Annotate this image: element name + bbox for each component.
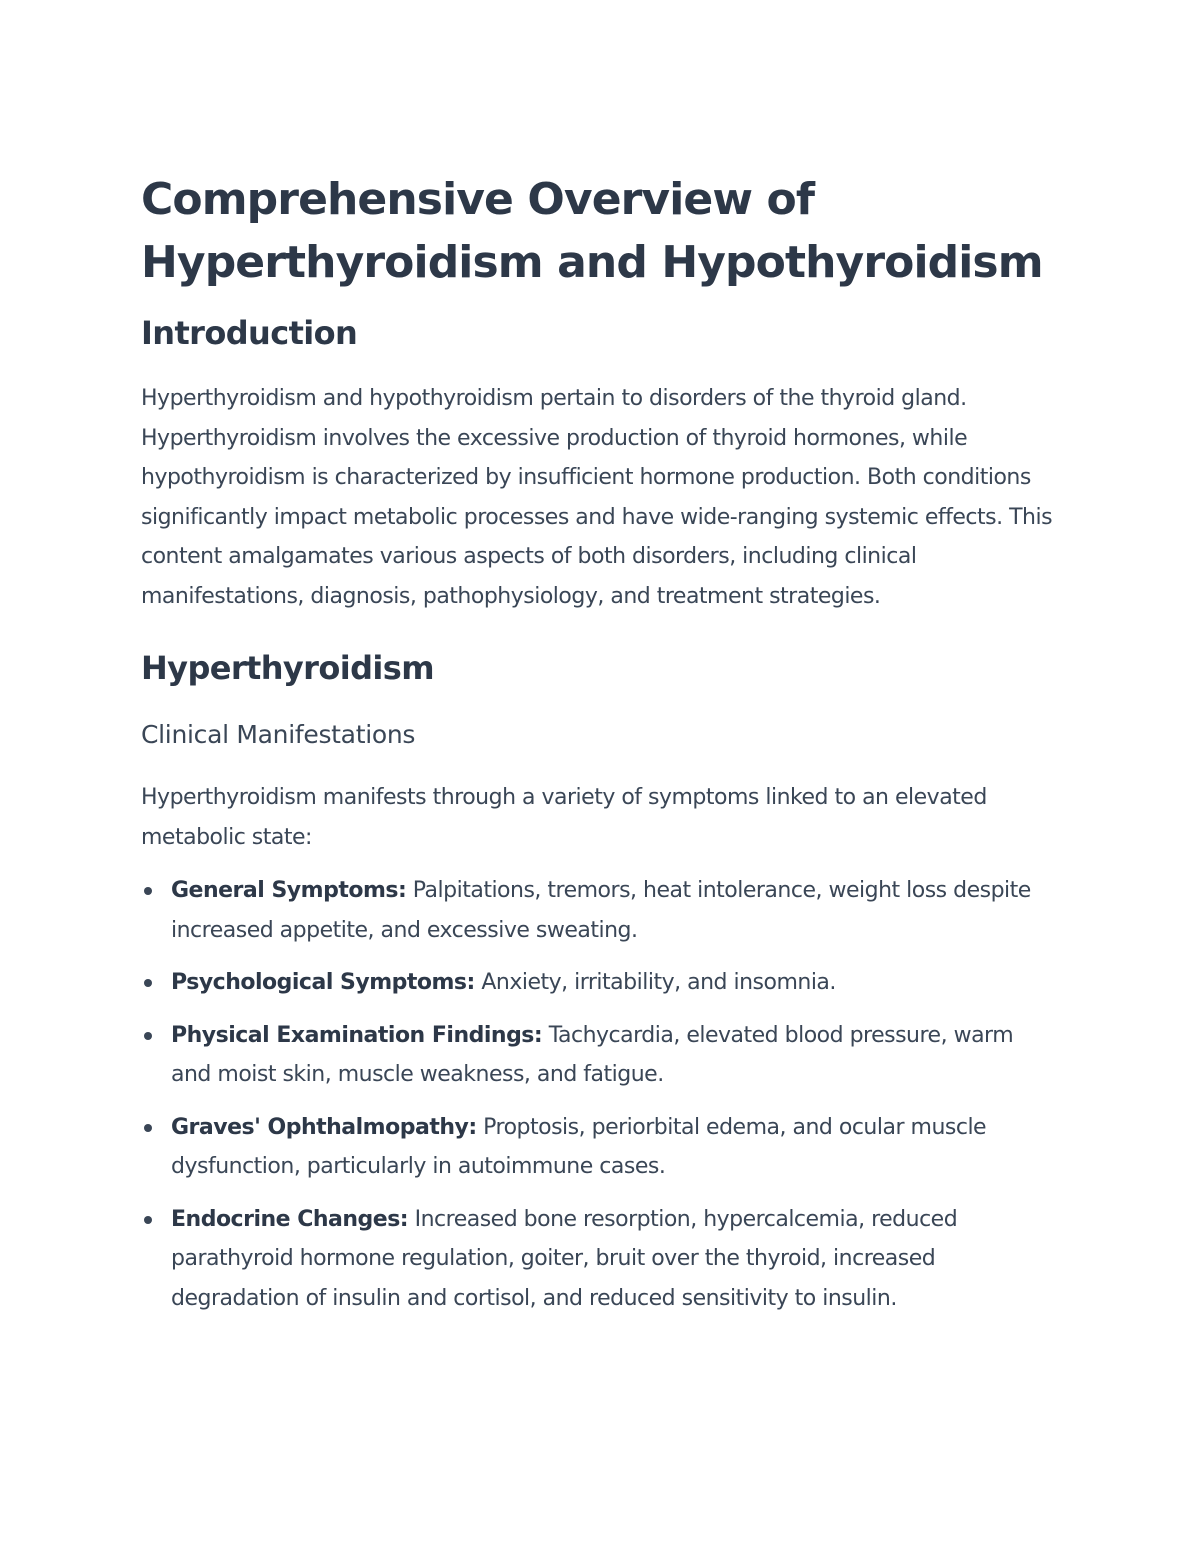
item-term: Physical Examination Findings: <box>171 1022 543 1048</box>
document-page <box>141 168 1056 1331</box>
item-term: Endocrine Changes: <box>171 1206 409 1232</box>
item-text: Tachycardia, elevated blood pressure, warm and moist skin, muscle weakness, and fatigue. <box>171 1022 1014 1087</box>
document-title <box>141 168 1056 294</box>
hyperthyroidism-heading: Hyperthyroidism <box>141 649 434 687</box>
list-item-endocrine-changes <box>141 1200 1056 1319</box>
list-item-graves-ophthalmopathy <box>141 1108 1056 1187</box>
item-term: Graves' Ophthalmopathy: <box>171 1114 477 1140</box>
list-item-general-symptoms <box>141 871 1056 950</box>
bullet-icon <box>144 1032 152 1040</box>
introduction-heading: Introduction <box>141 314 358 352</box>
title-line-2: Hyperthyroidism and Hypothyroidism <box>141 237 1043 288</box>
item-term: Psychological Symptoms: <box>171 970 475 995</box>
bullet-icon <box>144 887 152 895</box>
title-line-1: Comprehensive Overview of <box>141 174 815 225</box>
item-text: Anxiety, irritability, and insomnia. <box>474 970 836 995</box>
clinical-manifestations-heading: Clinical Manifestations <box>141 720 416 749</box>
bullet-icon <box>144 1216 152 1224</box>
item-text: Proptosis, periorbital edema, and ocular muscle dysfunction, particularly in autoimmune cases. <box>171 1114 987 1179</box>
list-item-physical-examination-findings <box>141 1016 1056 1095</box>
item-text: Palpitations, tremors, heat intolerance, weight loss despite increased appetite, and excessive sweating. <box>171 878 1031 943</box>
list-item-psychological-symptoms <box>141 963 1056 1003</box>
item-term: General Symptoms: <box>171 878 407 903</box>
item-text: Increased bone resorption, hypercalcemia, reduced parathyroid hormone regulation, goiter, bruit over the thyroid, increased degradation of insulin and cortisol, and reduced sensitivity to insulin. <box>171 1206 958 1311</box>
bullet-icon <box>144 1124 152 1132</box>
introduction-paragraph: Hyperthyroidism and hypothyroidism pertain to disorders of the thyroid gland. Hyperthyroidism involves the excessive production of thyroid hormones, while hypothyroidism is characterized by insufficient hormone production. Both conditions significantly impact metabolic processes and have wide-ranging systemic effects. This content amalgamates various aspects of both disorders, including clinical manifestations, diagnosis, pathophysiology, and treatment strategies. <box>141 386 1053 609</box>
clinical-manifestations-intro: Hyperthyroidism manifests through a variety of symptoms linked to an elevated metabolic state: <box>141 785 987 850</box>
symptom-list <box>141 871 1056 1318</box>
bullet-icon <box>144 979 152 987</box>
